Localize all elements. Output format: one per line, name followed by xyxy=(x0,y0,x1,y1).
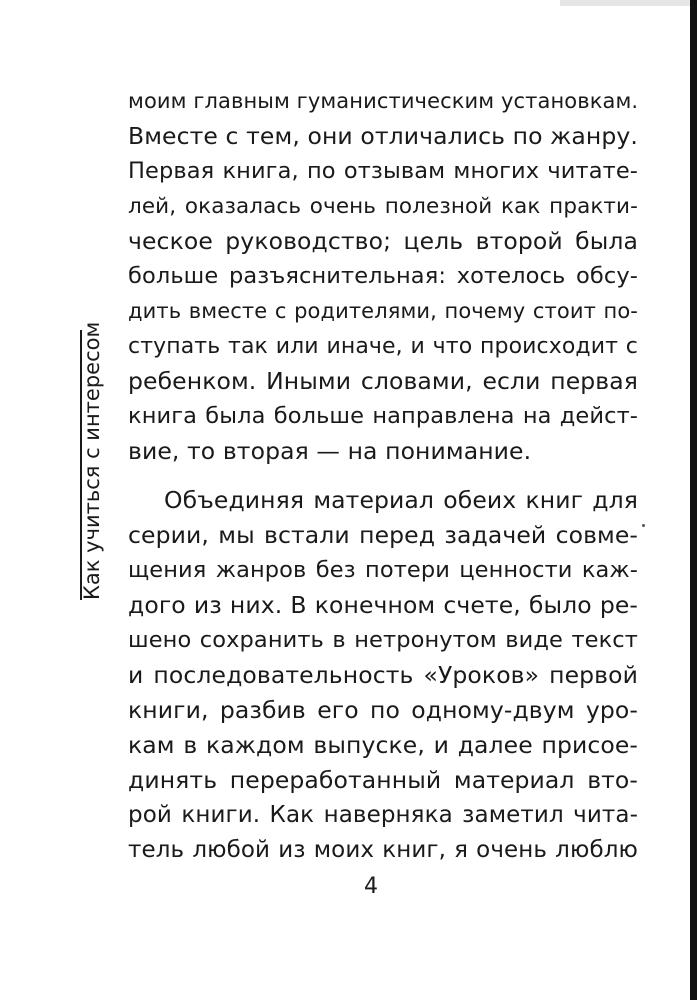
text-line: дого из них. В конечном счете, было ре- xyxy=(128,591,638,619)
text-line: Объединяя материал обеих книг для xyxy=(164,486,638,514)
text-line: щения жанров без потери ценности каж- xyxy=(128,557,638,583)
text-line: ческое руководство; цель второй была xyxy=(128,227,638,255)
text-line: книги, разбив его по одному-двум уро- xyxy=(128,696,638,724)
body-text xyxy=(128,84,638,868)
text-line: лей, оказалась очень полезной как практи- xyxy=(128,194,638,219)
scan-speck xyxy=(642,524,645,527)
text-line: шено сохранить в нетронутом виде текст xyxy=(128,627,638,653)
running-head: Как учиться с интересом xyxy=(80,321,104,600)
text-line: ступать так или иначе, и что происходит с xyxy=(128,334,638,359)
text-line: кам в каждом выпуске, и далее присое- xyxy=(128,731,638,759)
text-line: Первая книга, по отзывам многих читате- xyxy=(128,158,638,184)
text-line: ребенком. Иными словами, если первая xyxy=(128,367,638,395)
text-line: и последовательность «Уроков» первой xyxy=(128,661,638,689)
text-line: книга была больше направлена на дейст- xyxy=(128,403,638,429)
text-line: вие, то вторая — на понимание. xyxy=(128,437,532,465)
text-line: динять переработанный материал вто- xyxy=(128,766,638,794)
page-number: 4 xyxy=(364,874,378,899)
scan-edge-top xyxy=(560,0,697,6)
text-line: тель любой из моих книг, я очень люблю xyxy=(128,837,638,863)
text-line: Вместе с тем, они отличались по жанру. xyxy=(128,122,638,150)
text-line: моим главным гуманистическим установкам. xyxy=(128,89,639,113)
text-line: больше разъяснительная: хотелось обсу- xyxy=(128,263,638,289)
scan-edge-right xyxy=(690,0,697,1000)
text-line: дить вместе с родителями, почему стоит по- xyxy=(128,299,638,323)
text-line: серии, мы встали перед задачей совме- xyxy=(128,521,638,549)
text-line: рой книги. Как наверняка заметил чита- xyxy=(128,802,638,828)
paragraph-gap xyxy=(128,469,638,483)
